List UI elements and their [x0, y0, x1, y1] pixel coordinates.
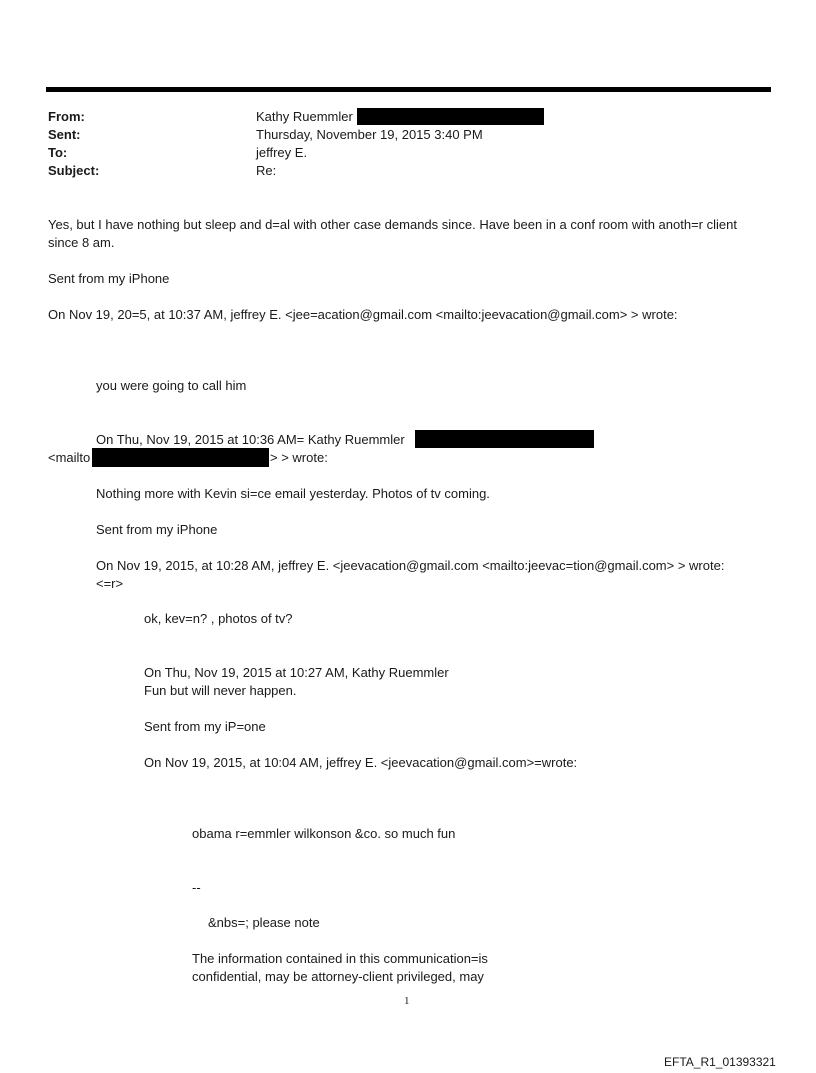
sent-label: Sent: — [48, 127, 81, 142]
quote-3-header: On Nov 19, 2015, at 10:28 AM, jeffrey E. <jeevacation@gmail.com <mailto:jeevac=tion@gmail.com> > wrote: — [96, 558, 725, 573]
document-id: EFTA_R1_01393321 — [664, 1055, 776, 1069]
page-number: 1 — [404, 995, 410, 1007]
from-value: Kathy Ruemmler — [256, 109, 353, 124]
from-label: From: — [48, 109, 85, 124]
redaction-box — [357, 108, 544, 125]
quote-4-header: On Thu, Nov 19, 2015 at 10:27 AM, Kathy Ruemmler — [144, 665, 449, 680]
sent-value: Thursday, November 19, 2015 3:40 PM — [256, 127, 483, 142]
body-line-1: Yes, but I have nothing but sleep and d=al with other case demands since. Have been in a conf room with anoth=r client — [48, 217, 737, 232]
quote-1-text: you were going to call him — [96, 378, 247, 393]
quote-1-header: On Nov 19, 20=5, at 10:37 AM, jeffrey E. <jee=acation@gmail.com <mailto:jeevacation@gmail.com> > wrote: — [48, 307, 678, 322]
quote-2-header: On Thu, Nov 19, 2015 at 10:36 AM= Kathy Ruemmler — [96, 432, 405, 447]
quote-5-header: On Nov 19, 2015, at 10:04 AM, jeffrey E. <jeevacation@gmail.com>=wrote: — [144, 755, 578, 770]
to-label: To: — [48, 145, 68, 160]
please-note: &nbs=; please note — [208, 915, 320, 930]
redaction-box — [92, 448, 269, 467]
quote-2-header-wrote: > > wrote: — [270, 450, 328, 465]
disclaimer-line-1: The information contained in this communication=is — [192, 951, 488, 966]
subject-value: Re: — [256, 163, 277, 178]
signature-1: Sent from my iPhone — [48, 271, 170, 286]
quote-4-text: Fun but will never happen. — [144, 683, 297, 698]
signature-dashes: -- — [192, 880, 201, 895]
quote-3-text: ok, kev=n? , photos of tv? — [144, 611, 293, 626]
redaction-box — [415, 430, 594, 448]
disclaimer-line-2: confidential, may be attorney-client privileged, may — [192, 969, 484, 984]
to-value: jeffrey E. — [256, 145, 308, 160]
signature-2: Sent from my iPhone — [96, 522, 218, 537]
signature-3: Sent from my iP=one — [144, 719, 266, 734]
header-rule — [46, 87, 771, 92]
quote-3-header-tag: <=r> — [96, 576, 124, 591]
subject-label: Subject: — [48, 163, 100, 178]
body-line-2: since 8 am. — [48, 235, 115, 250]
quote-2-text: Nothing more with Kevin si=ce email yesterday. Photos of tv coming. — [96, 486, 490, 501]
quote-2-header-mailto: <mailto — [48, 450, 91, 465]
quote-5-text: obama r=emmler wilkonson &co. so much fun — [192, 826, 456, 841]
